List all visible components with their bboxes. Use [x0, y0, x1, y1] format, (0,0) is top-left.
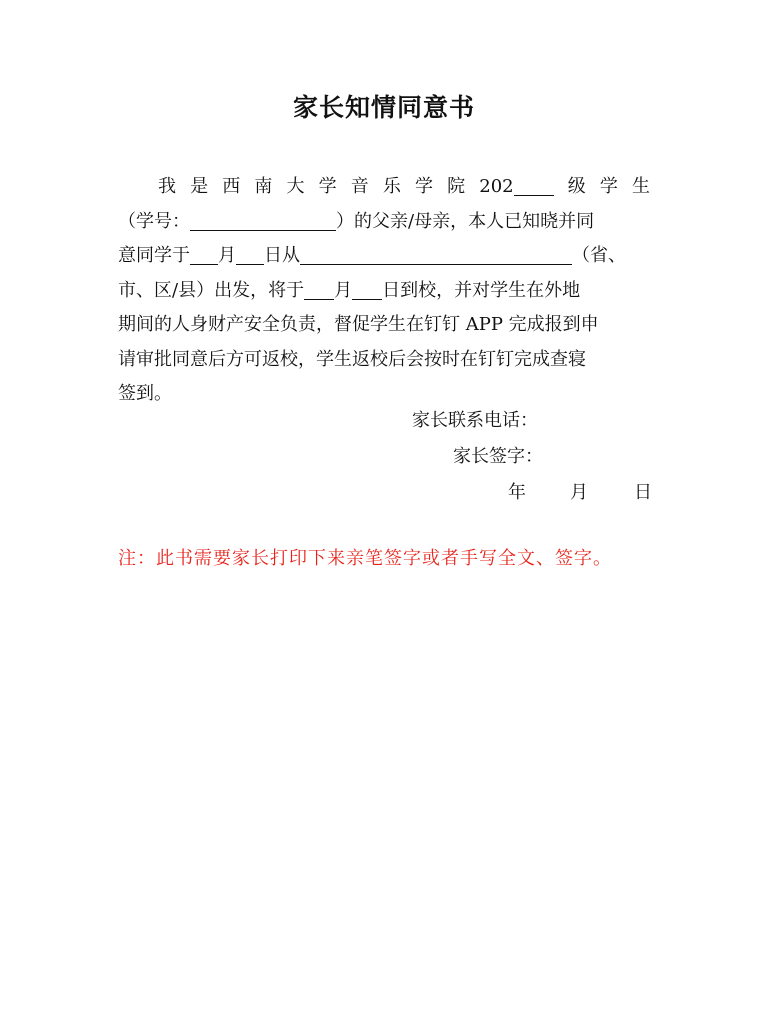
char-wo: 我 — [158, 176, 176, 197]
city-district-text: 市、区/县）出发，将于 — [118, 279, 305, 301]
parent-phone-label: 家长联系电话： — [412, 410, 538, 431]
province-label: （省、 — [572, 245, 626, 266]
grade-year-prefix: 202 — [479, 176, 514, 197]
date-day-label: 日 — [634, 482, 652, 503]
date-year-label: 年 — [508, 482, 526, 503]
grade-year-field — [479, 170, 553, 205]
char-xue3: 学 — [599, 176, 618, 197]
depart-day-label: 日从 — [264, 245, 300, 266]
char-sheng: 生 — [631, 176, 650, 197]
arrive-day-blank — [352, 277, 382, 300]
depart-month-label: 月 — [218, 245, 236, 266]
char-shi: 是 — [190, 176, 209, 197]
depart-month-blank — [190, 242, 218, 265]
consent-start-text: 意同学于 — [118, 245, 190, 266]
paragraph-line-6: 请审批同意后方可返校，学生返校后会按时在钉钉完成查寝 — [118, 348, 586, 370]
paragraph-line-4 — [118, 274, 650, 309]
date-month-label: 月 — [570, 482, 588, 503]
char-yuan: 院 — [447, 176, 466, 197]
depart-day-blank — [236, 242, 264, 265]
parent-relation-text: ）的父亲/母亲，本人已知晓并同 — [336, 210, 595, 232]
arrive-day-text: 日到校，并对学生在外地 — [382, 279, 581, 301]
paragraph-line-2 — [118, 205, 650, 240]
paragraph-line-5: 期间的人身财产安全负责，督促学生在钉钉 APP 完成报到申 — [118, 314, 599, 335]
arrive-month-blank — [304, 277, 334, 300]
char-nan: 南 — [254, 176, 273, 197]
char-yue: 乐 — [382, 176, 401, 197]
char-da: 大 — [286, 176, 305, 197]
departure-place-blank — [300, 242, 572, 265]
paragraph-line-1 — [118, 170, 650, 205]
char-xue2: 学 — [415, 176, 433, 197]
char-ji: 级 — [567, 176, 586, 197]
grade-blank — [514, 173, 554, 196]
student-id-label: （学号： — [118, 210, 190, 232]
student-id-blank — [190, 208, 336, 231]
parent-signature-label: 家长签字： — [453, 446, 543, 467]
paragraph-line-3 — [118, 239, 650, 274]
print-sign-note: 注：此书需要家长打印下来亲笔签字或者手写全文、签字。 — [118, 548, 612, 569]
consent-paragraph — [118, 170, 650, 412]
arrive-month-label: 月 — [334, 279, 353, 301]
char-xi: 西 — [222, 176, 241, 197]
char-yin: 音 — [350, 176, 369, 197]
char-xue: 学 — [318, 176, 337, 197]
document-title: 家长知情同意书 — [292, 93, 475, 122]
paragraph-line-7: 签到。 — [118, 383, 172, 404]
